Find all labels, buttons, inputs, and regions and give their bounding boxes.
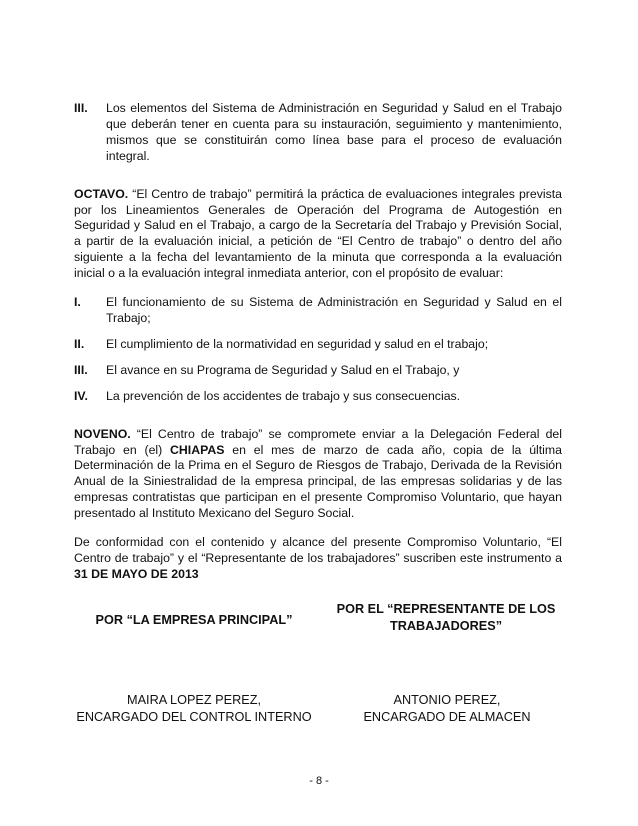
signature-right-heading-line2: TRABAJADORES” [389, 619, 503, 633]
octavo-item-number: II. [74, 336, 85, 351]
signature-left-name: MAIRA LOPEZ PEREZ, [127, 693, 261, 707]
signature-left-role: ENCARGADO DEL CONTROL INTERNO [76, 710, 312, 724]
section-iii [74, 101, 562, 165]
page-number: - 8 - [309, 775, 329, 787]
octavo-paragraph [74, 187, 562, 282]
noveno-paragraph [74, 427, 562, 522]
octavo-item-4 [74, 389, 562, 405]
octavo-item-number: III. [74, 362, 88, 377]
signature-left-heading: POR “LA EMPRESA PRINCIPAL” [95, 613, 293, 627]
octavo-item-text: La prevención de los accidentes de trabajo y sus consecuencias. [106, 388, 461, 403]
octavo-item-text: El cumplimiento de la normatividad en seguridad y salud en el trabajo; [106, 336, 489, 351]
section-iii-text: Los elementos del Sistema de Administración en Seguridad y Salud en el Trabajo que deberán tener en cuenta para su instauración, seguimiento y mantenimiento, mismos que se constituirán como línea base para el proceso de evaluación integral. [106, 101, 562, 163]
octavo-item-2 [74, 337, 562, 353]
octavo-item-number: I. [74, 295, 81, 310]
signature-right-block [330, 692, 564, 726]
closing-date: 31 DE MAYO DE 2013 [74, 566, 199, 581]
section-iii-number: III. [74, 101, 88, 115]
closing-text: De conformidad con el contenido y alcance del presente Compromiso Voluntario, “El Centro de trabajo” y el “Representante de los trabajadores” suscriben este instrumento a [74, 535, 562, 565]
signature-right-name: ANTONIO PEREZ, [393, 693, 501, 707]
noveno-state: CHIAPAS [170, 442, 225, 457]
signature-right-role: ENCARGADO DE ALMACEN [363, 710, 531, 724]
octavo-item-1 [74, 295, 562, 327]
octavo-item-number: IV. [74, 388, 88, 403]
octavo-text: “El Centro de trabajo” permitirá la práctica de evaluaciones integrales prevista por los Lineamientos Generales de Operación del Programa de Autogestión en Seguridad y Salud en el Trabajo, a cargo de la Secretaría del Trabajo y Previsión Social, a partir de la evaluación inicial, a petición de “El Centro de trabajo” o dentro del año siguiente a la fecha del levantamiento de la minuta que corresponda a la evaluación inicial o a la evaluación integral inmediata anterior, con el propósito de evaluar: [74, 186, 562, 281]
signature-left-block [66, 692, 322, 726]
octavo-item-3 [74, 363, 562, 379]
noveno-label: NOVENO. [74, 426, 131, 441]
noveno-text-after: en el mes de marzo de cada año, copia de la última Determinación de la Prima en el Seguro de Riesgos de Trabajo, Derivada de la Revisión Anual de la Siniestralidad de la empresa principal, de las empresas solidarias y de las empresas contratistas que participan en el presente Compromiso Voluntario, que hayan presentado al Instituto Mexicano del Seguro Social. [74, 442, 562, 521]
octavo-item-text: El funcionamiento de su Sistema de Administración en Seguridad y Salud en el Trabajo; [106, 295, 562, 325]
octavo-label: OCTAVO. [74, 186, 129, 201]
closing-paragraph [74, 535, 562, 583]
signature-right-heading-line1: POR EL “REPRESENTANTE DE LOS [336, 602, 556, 616]
document-body [74, 101, 562, 583]
noveno-text-before: “El Centro de trabajo” se compromete enviar a la Delegación Federal del Trabajo en (el) [74, 426, 562, 457]
signature-right-heading [320, 601, 572, 635]
octavo-item-text: El avance en su Programa de Seguridad y Salud en el Trabajo, y [106, 362, 460, 377]
